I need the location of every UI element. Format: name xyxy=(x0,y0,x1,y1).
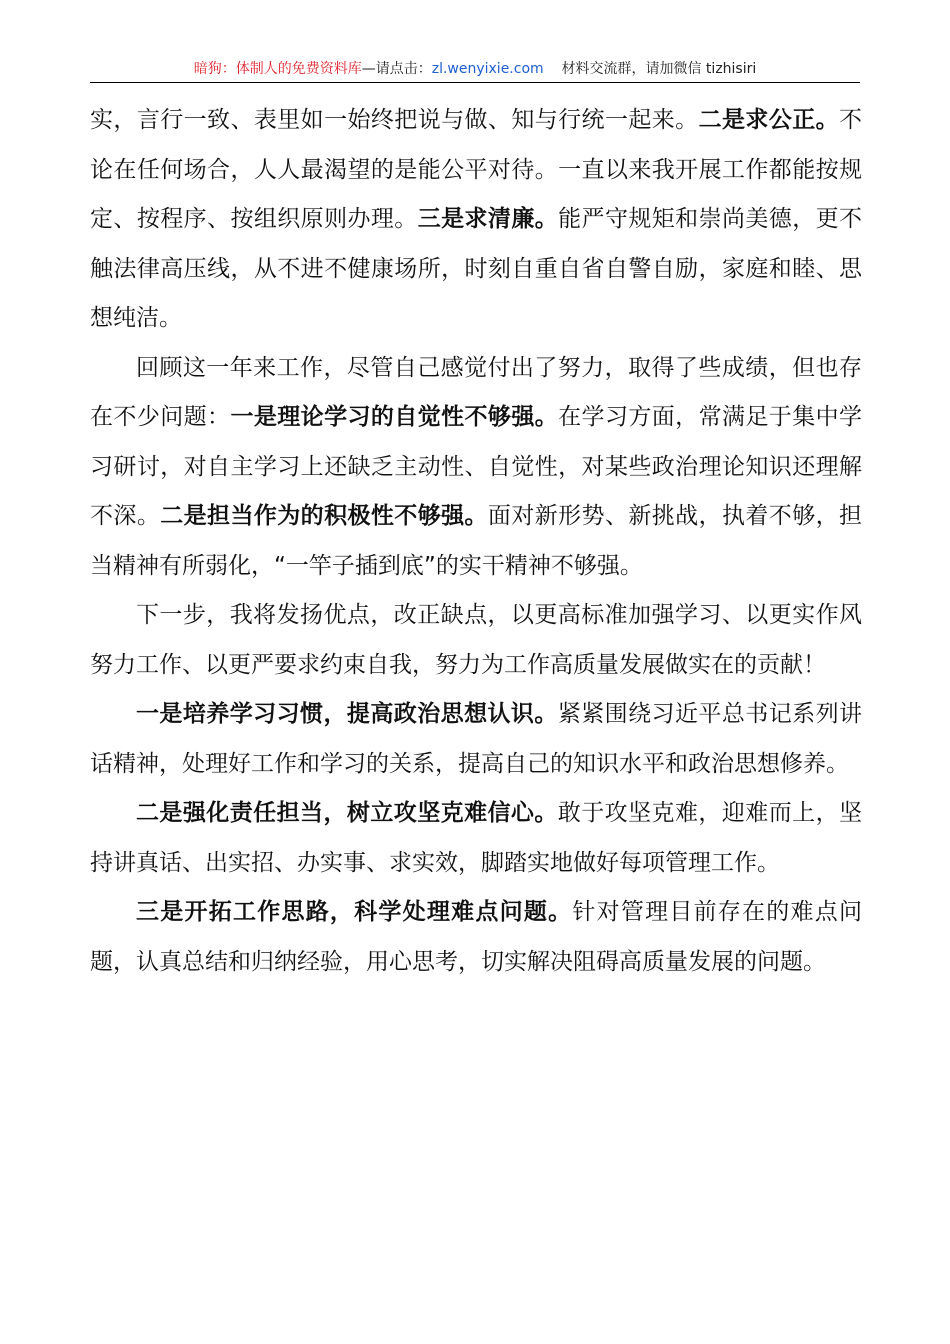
paragraph-text: 敢于攻坚克难，迎难而上，坚持讲真话、出实招、办实事、求实效，脚踏实地做好每项管理工作。 xyxy=(90,800,863,876)
paragraph-5 xyxy=(90,789,862,888)
paragraph-1 xyxy=(90,96,862,344)
header-contact: 材料交流群，请加微信 tizhisiri xyxy=(561,61,757,77)
paragraph-text: 实，言行一致、表里如一始终把说与做、知与行统一起来。 xyxy=(90,107,699,133)
bold-heading: 二是强化责任担当，树立攻坚克难信心。 xyxy=(136,800,558,826)
paragraph-text: 不论在任何场合，人人最渴望的是能公平对待。一直以来我开展工作都能按规定、按程序、按组织原则办理。 xyxy=(90,107,862,232)
bold-heading: 一是理论学习的自觉性不够强。 xyxy=(230,404,559,430)
header-url-link[interactable]: zl.wenyixie.com xyxy=(431,61,544,77)
bold-heading: 三是求清廉。 xyxy=(417,206,559,232)
bold-heading: 二是担当作为的积极性不够强。 xyxy=(160,503,488,529)
paragraph-text: 回顾这一年来工作，尽管自己感觉付出了努力，取得了些成绩，但也存在不少问题： xyxy=(90,354,862,430)
paragraph-text: 下一步，我将发扬优点，改正缺点，以更高标准加强学习、以更实作风努力工作、以更严要求约束自我，努力为工作高质量发展做实在的贡献！ xyxy=(90,602,862,678)
bold-heading: 三是开拓工作思路，科学处理难点问题。 xyxy=(136,899,573,925)
page-header xyxy=(90,58,860,83)
document-body xyxy=(90,96,862,987)
paragraph-4 xyxy=(90,690,862,789)
paragraph-text: 紧紧围绕习近平总书记系列讲话精神，处理好工作和学习的关系，提高自己的知识水平和政治思想修养。 xyxy=(90,701,863,777)
paragraph-text: 针对管理目前存在的难点问题，认真总结和归纳经验，用心思考，切实解决阻碍高质量发展的问题。 xyxy=(90,899,863,975)
paragraph-6 xyxy=(90,888,862,987)
bold-heading: 一是培养学习习惯，提高政治思想认识。 xyxy=(136,701,558,727)
header-click-prefix: —请点击： xyxy=(361,61,432,77)
paragraph-text: 能严守规矩和崇尚美德，更不触法律高压线，从不进不健康场所，时刻自重自省自警自励，家庭和睦、思想纯洁。 xyxy=(90,206,862,331)
paragraph-text: 面对新形势、新挑战，执着不够，担当精神有所弱化，“一竿子插到底”的实干精神不够强。 xyxy=(90,503,862,579)
paragraph-3 xyxy=(90,591,862,690)
bold-heading: 二是求公正。 xyxy=(698,107,839,133)
header-brand: 暗狗：体制人的免费资料库 xyxy=(193,61,362,77)
paragraph-2 xyxy=(90,344,862,592)
paragraph-text: 在学习方面，常满足于集中学习研讨，对自主学习上还缺乏主动性、自觉性，对某些政治理论知识还理解不深。 xyxy=(90,404,862,529)
